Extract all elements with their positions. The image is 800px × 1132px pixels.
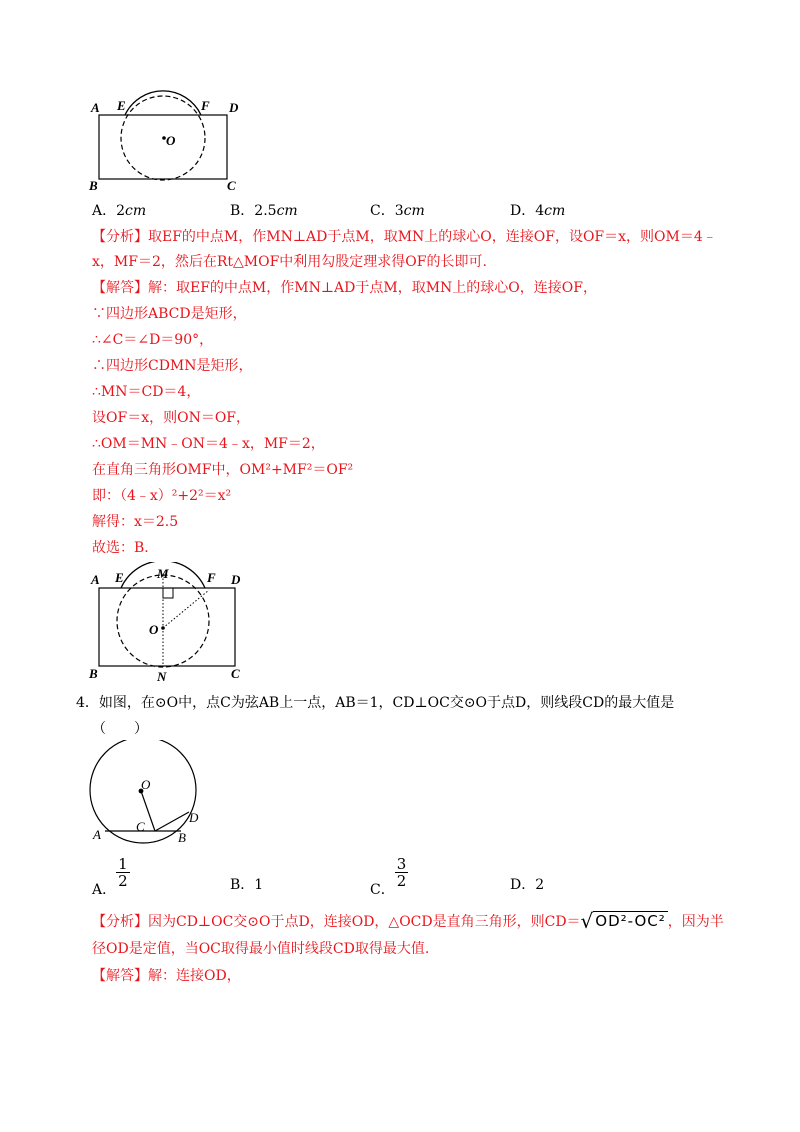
label-C: C xyxy=(136,819,145,834)
solution-3-line-9: 即：（4﹣x）²+2²＝x² xyxy=(92,488,232,504)
label-O: O xyxy=(149,622,159,637)
q3-option-d: D．4cm xyxy=(510,203,566,219)
label-B: B xyxy=(178,830,186,845)
label-D: D xyxy=(189,810,199,825)
solution-3-line-5: ∴MN＝CD＝4， xyxy=(92,384,201,400)
figure-rectangle-circle-1 xyxy=(85,88,255,198)
label-D: D xyxy=(231,572,241,587)
label-D: D xyxy=(229,100,239,115)
q4-option-b: B．1 xyxy=(230,877,264,893)
analysis-4-line-1: 【分析】因为CD⊥OC交⊙O于点D，连接OD，△OCD是直角三角形，则CD＝√ OD²-OC² ，因为半 xyxy=(92,909,724,933)
solution-3-line-10: 解得：x＝2.5 xyxy=(92,514,179,530)
q3-option-a: A．2cm xyxy=(92,203,147,219)
solution-3-line-11: 故选：B. xyxy=(92,540,149,556)
solution-3-line-6: 设OF＝x，则ON＝OF， xyxy=(92,410,251,426)
figure-circle-chord xyxy=(85,740,215,850)
sqrt-expression: √ OD²-OC² xyxy=(580,909,666,933)
label-E: E xyxy=(117,98,126,113)
solution-3-line-7: ∴OM＝MN﹣ON＝4﹣x，MF＝2， xyxy=(92,436,325,452)
label-A: A xyxy=(91,572,100,587)
label-C: C xyxy=(227,178,236,193)
label-M: M xyxy=(157,566,169,581)
label-E: E xyxy=(115,570,124,585)
solution-3-line-4: ∴四边形CDMN是矩形， xyxy=(92,358,253,374)
q4-option-a: A． $\frac{1}{2}$ xyxy=(92,855,128,898)
analysis-3-line-1: 【分析】取EF的中点M，作MN⊥AD于点M，取MN上的球心O，连接OF，设OF＝x，则OM＝4﹣ xyxy=(92,229,717,245)
q3-option-c: C．3cm xyxy=(370,203,425,219)
label-F: F xyxy=(207,570,216,585)
label-B: B xyxy=(89,178,98,193)
label-A: A xyxy=(91,100,100,115)
question-4-line-2: （ ） xyxy=(92,721,148,737)
label-F: F xyxy=(201,98,210,113)
label-B: B xyxy=(89,666,98,681)
solution-3-line-8: 在直角三角形OMF中，OM²+MF²＝OF² xyxy=(92,462,354,478)
q4-option-c: C． $\frac{3}{2}$ xyxy=(370,855,407,898)
figure-rectangle-circle-2 xyxy=(85,562,255,682)
label-N: N xyxy=(157,669,167,682)
label-O: O xyxy=(141,777,151,792)
label-O: O xyxy=(166,133,176,148)
solution-3-line-2: ∵四边形ABCD是矩形， xyxy=(92,306,247,322)
q4-option-d: D．2 xyxy=(510,877,545,893)
solution-4-line-1: 【解答】解：连接OD， xyxy=(92,968,241,984)
solution-3-line-3: ∴∠C＝∠D＝90°， xyxy=(92,332,214,348)
q3-option-b: B．2.5cm xyxy=(230,203,298,219)
analysis-3-line-2: x，MF＝2，然后在Rt△MOF中利用勾股定理求得OF的长即可. xyxy=(92,254,487,270)
analysis-4-line-2: 径OD是定值，当OC取得最小值时线段CD取得最大值. xyxy=(92,941,430,957)
label-C: C xyxy=(231,666,240,681)
question-4-line-1: 4．如图，在⊙O中，点C为弦AB上一点，AB＝1，CD⊥OC交⊙O于点D，则线段CD的最大值是 xyxy=(76,695,675,711)
label-A: A xyxy=(93,827,101,842)
solution-3-line-1: 【解答】解：取EF的中点M，作MN⊥AD于点M，取MN上的球心O，连接OF， xyxy=(92,280,597,296)
